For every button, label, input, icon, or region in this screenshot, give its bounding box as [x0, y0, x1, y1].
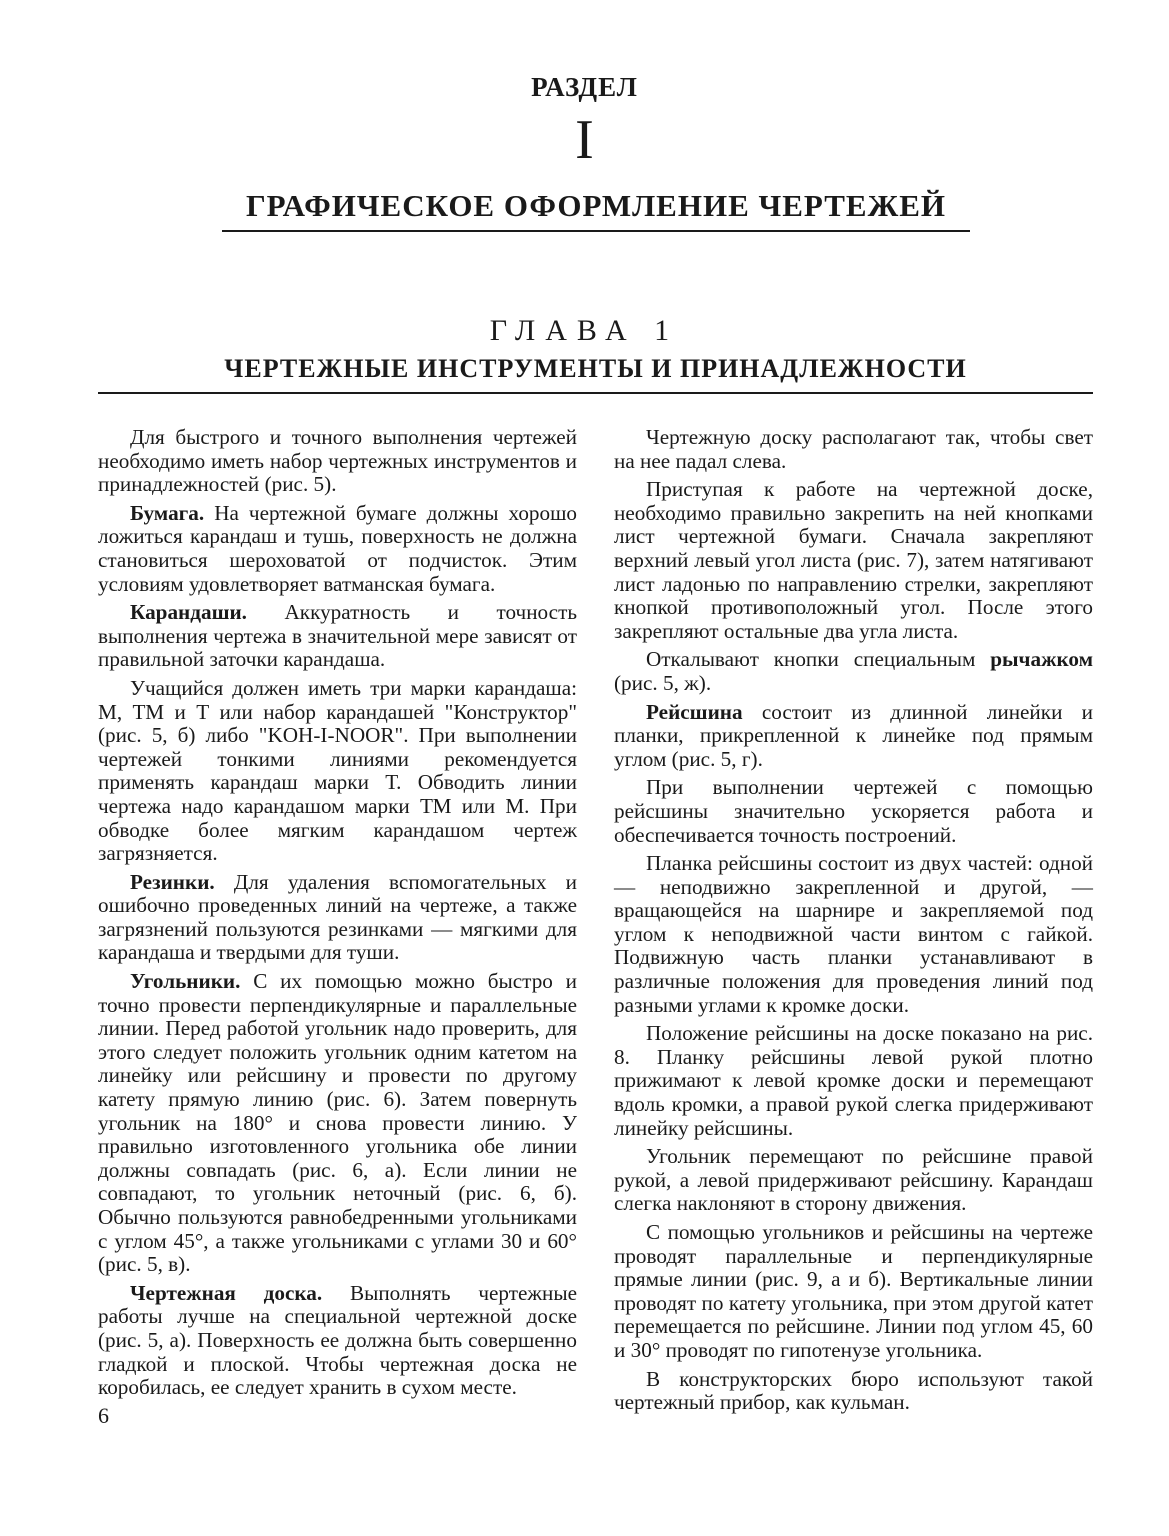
page-number: 6 — [98, 1403, 109, 1428]
paragraph-text: Планка рейсшины состоит из двух частей: одной — неподвижно закрепленной и другой, — вращающейся на шарнире и закрепляемой под углом к неподвижной части винтом с гайкой. Подвижную часть планки устанавливают в различные положения для проведения линий под разными углами к кромке доски. — [614, 851, 1093, 1017]
section-number: I — [575, 109, 594, 171]
right-column — [614, 426, 1093, 1420]
paragraph-text: При выполнении чертежей с помощью рейсшины значительно ускоряется работа и обеспечивается точность построений. — [614, 775, 1093, 847]
paragraph-text: Для удаления вспомогательных и ошибочно проведенных линий на чертеже, а также загрязнений пользуются резинками — мягкими для карандаша и твердыми для туши. — [98, 869, 577, 965]
paragraph — [98, 970, 577, 1277]
paragraph — [98, 677, 577, 866]
paragraph — [614, 426, 1093, 473]
chapter-title: ЧЕРТЕЖНЫЕ ИНСТРУМЕНТЫ И ПРИНАДЛЕЖНОСТИ — [98, 354, 1093, 394]
paragraph-text: На чертежной бумаге должны хорошо ложиться карандаш и тушь, поверхность не должна становиться шероховатой от подчисток. Этим условиям удовлетворяет ватманская бумага. — [98, 500, 578, 596]
paragraph — [98, 871, 577, 965]
paragraph — [614, 852, 1093, 1017]
paragraph — [614, 776, 1093, 847]
paragraph-text: Приступая к работе на чертежной доске, необходимо правильно закрепить на ней кнопками лист чертежной бумаги. Сначала закрепляют верхний левый угол листа (рис. 7), затем натягивают лист ладонью по направлению стрелки, закрепляют кнопкой противоположный угол. После этого закрепляют остальные два угла листа. — [614, 477, 1093, 643]
paragraph — [98, 1282, 577, 1400]
paragraph-term: рычажком — [990, 647, 1094, 672]
paragraph — [98, 426, 577, 497]
chapter-label: ГЛАВА 1 — [489, 314, 680, 347]
paragraph — [98, 601, 577, 672]
paragraph-text: Учащийся должен иметь три марки карандаша: М, ТМ и Т или набор карандашей "Конструктор" (рис. 5, б) либо "KOH-I-NOOR". При выполнении чертежей тонкими линиями рекомендуется применять карандаш марки Т. Обводить линии чертежа надо карандашом марки ТМ или М. При обводке более мягким карандашом чертеж загрязняется. — [98, 675, 577, 866]
paragraph-text: Аккуратность и точность выполнения чертежа в значительной мере зависят от правильной заточки карандаша. — [98, 600, 577, 672]
paragraph — [614, 478, 1093, 643]
paragraph — [614, 648, 1093, 695]
paragraph-text: С их помощью можно быстро и точно провести перпендикулярные и параллельные линии. Перед работой угольник надо проверить, для этого следует положить угольник одним катетом на линейку или рейсшину и провести по другому катету прямую линию (рис. 6). Затем повернуть угольник на 180° и снова провести линию. У правильно изготовленного угольника обе линии должны совпадать (рис. 6, а). Если линии не совпадают, то угольник неточный (рис. 6, б). Обычно пользуются равнобедренными угольниками с углом 45°, а также угольниками с углами 30 и 60° (рис. 5, в). — [98, 969, 577, 1277]
section-title: ГРАФИЧЕСКОЕ ОФОРМЛЕНИЕ ЧЕРТЕЖЕЙ — [222, 188, 970, 232]
paragraph-text: Для быстрого и точного выполнения чертежей необходимо иметь набор чертежных инструментов и принадлежностей (рис. 5). — [98, 425, 577, 497]
paragraph-text: Угольник перемещают по рейсшине правой рукой, а левой придерживают рейсшину. Карандаш слегка наклоняют в сторону движения. — [614, 1144, 1093, 1216]
paragraph — [614, 701, 1093, 772]
paragraph-term: Карандаши. — [130, 600, 247, 625]
paragraph-term: Угольники. — [130, 969, 241, 994]
paragraph-text: С помощью угольников и рейсшины на чертеже проводят параллельные и перпендикулярные прямые линии (рис. 9, а и б). Вертикальные линии проводят по катету угольника, при этом другой катет перемещается по рейсшине. Линии под углом 45, 60 и 30° проводят по гипотенузе угольника. — [614, 1220, 1093, 1362]
section-label: РАЗДЕЛ — [531, 72, 638, 102]
paragraph — [98, 502, 577, 596]
paragraph-text: Положение рейсшины на доске показано на рис. 8. Планку рейсшины левой рукой плотно прижимают к левой кромке доски и перемещают вдоль кромки, а правой рукой слегка придерживают линейку рейсшины. — [614, 1021, 1093, 1140]
paragraph-text: Чертежную доску располагают так, чтобы свет на нее падал слева. — [614, 425, 1093, 473]
paragraph-term: Резинки. — [130, 869, 215, 894]
paragraph-term: Бумага. — [130, 500, 205, 525]
paragraph — [614, 1022, 1093, 1140]
paragraph-term: Рейсшина — [646, 699, 743, 724]
paragraph-text: Выполнять чертежные работы лучше на специальной чертежной доске (рис. 5, а). Поверхность ее должна быть совершенно гладкой и плоской. Чтобы чертежная доска не коробилась, ее следует хранить в сухом месте. — [98, 1280, 577, 1400]
paragraph-text: (рис. 5, ж). — [614, 670, 712, 695]
paragraph-text: В конструкторских бюро используют такой чертежный прибор, как кульман. — [614, 1366, 1093, 1415]
paragraph-text: состоит из длинной линейки и планки, прикрепленной к линейке под прямым углом (рис. 5, г). — [614, 699, 1094, 771]
paragraph-term: Чертежная доска. — [130, 1280, 323, 1305]
paragraph — [614, 1221, 1093, 1363]
paragraph — [614, 1145, 1093, 1216]
left-column — [98, 426, 577, 1405]
paragraph-lead: Откалывают кнопки специальным — [646, 647, 976, 672]
paragraph — [614, 1368, 1093, 1415]
